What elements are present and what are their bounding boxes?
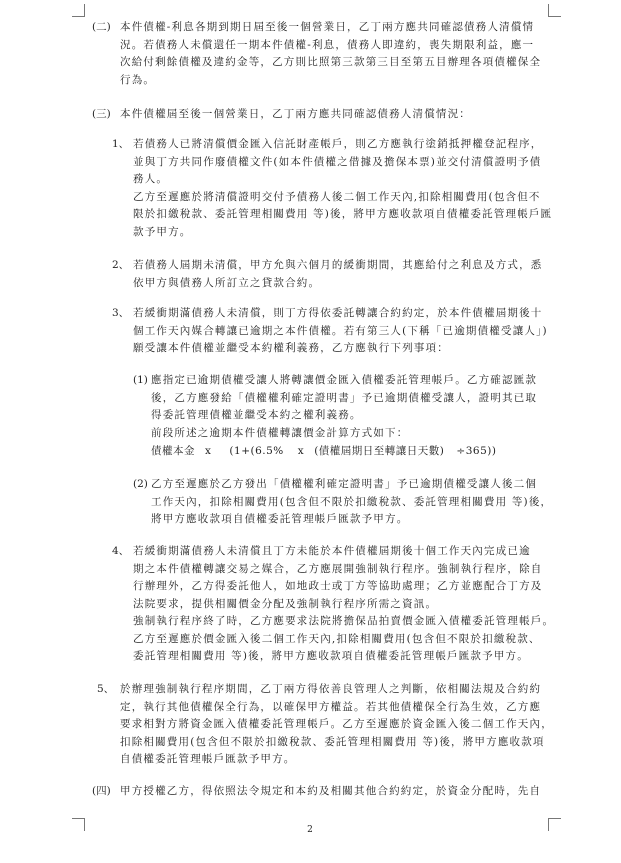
paragraph-line: 況。若債務人未償還任一期本件債權-利息，債務人即違約，喪失期限利益，應一 — [120, 38, 535, 51]
paragraph-line: 次給付剩餘債權及違約金等，乙方則比照第三款第三目至第五目辦理各項債權保全 — [120, 56, 542, 68]
item-1-paragraph — [133, 136, 552, 241]
item-5-marker: 5、 — [97, 683, 115, 695]
crop-mark-bottom-right — [548, 818, 561, 831]
paragraph-line: 於辦理強制執行程序期間，乙丁兩方得依善良管理人之判斷，依相關法規及合約約 — [120, 683, 542, 695]
item-3-marker: 3、 — [112, 307, 130, 319]
paragraph-line: 個工作天內媒合轉讓已逾期之本件債權。若有第三人(下稱「已逾期債權受讓人」) — [133, 324, 548, 337]
paragraph-line: 行辦理外，乙方得委託他人，如地政士或丁方等協助處理；乙方並應配合丁方及 — [133, 580, 543, 592]
item-3-paragraph — [133, 305, 548, 358]
paragraph-line: 乙方至遲應於價金匯入後二個工作天內,扣除相關費用(包含但不限於扣繳稅款、 — [133, 632, 541, 645]
price-formula — [151, 443, 496, 461]
item-2-paragraph — [133, 257, 543, 292]
section-2-paragraph — [120, 19, 541, 89]
paragraph-line: 得委託管理債權並繼受本約之權利義務。 — [151, 409, 362, 421]
section-4-paragraph — [120, 783, 541, 801]
section-3-paragraph — [120, 106, 471, 124]
paragraph-line: 強制執行程序終了時，乙方應要求法院將擔保品拍賣價金匯入債權委託管理帳戶。 — [133, 615, 555, 627]
paragraph-line: 款予甲方。 — [133, 225, 192, 238]
paragraph-line: 定，執行其他債權保全行為，以確保甲方權益。若其他債權保全行為生效，乙方應 — [120, 700, 542, 713]
crop-mark-top-right — [548, 4, 561, 17]
item-1-marker: 1、 — [112, 138, 130, 150]
paragraph-line: 限於扣繳稅款、委託管理相關費用 等)後，將甲方應收款項自債權委託管理帳戶匯 — [133, 208, 553, 220]
paragraph-line: 期之本件債權轉讓交易之媒合，乙方應展開強制執行程序。強制執行程序，除自 — [133, 562, 543, 575]
section-3-marker: (三) — [92, 108, 111, 120]
paragraph-line: 自債權委託管理帳戶匯款予甲方。 — [120, 753, 296, 765]
paragraph-line: 若緩衝期滿債務人未清償且丁方未能於本件債權屆期後十個工作天內完成已逾 — [133, 545, 531, 557]
paragraph-line: 行為。 — [120, 73, 156, 86]
paragraph-line: 願受讓本件債權並繼受本約權利義務，乙方應執行下列事項： — [133, 342, 449, 354]
item-4-paragraph — [133, 543, 554, 666]
item-5-paragraph — [120, 681, 553, 769]
formula-rate: (1+(6.5% — [229, 445, 284, 457]
section-2-marker: (二) — [92, 21, 111, 33]
crop-mark-bottom-left — [72, 818, 85, 831]
paragraph-line: 工作天內，扣除相關費用(包含但不限於扣繳稅款、委託管理相關費用 等)後， — [151, 495, 553, 508]
paragraph-line: 務人。 — [133, 173, 169, 185]
paragraph-line: 並與丁方共同作廢債權文件(如本件債權之借據及擔保本票)並交付清償證明予債 — [133, 155, 542, 168]
paragraph-line: 甲方授權乙方，得依照法令規定和本約及相關其他合約約定，於資金分配時，先自 — [120, 785, 542, 797]
item-2-marker: 2、 — [112, 259, 130, 271]
paragraph-line: 若債務人屆期未清償，甲方允與六個月的緩衝期間，其應給付之利息及方式，悉 — [133, 259, 543, 271]
paragraph-line: 要求相對方將資金匯入債權委託管理帳戶。乙方至遲應於資金匯入後二個工作天內， — [120, 718, 553, 730]
crop-mark-top-left — [72, 4, 85, 17]
subitem-2-paragraph — [151, 476, 552, 529]
subitem-1-paragraph — [151, 372, 537, 442]
paragraph-line: 乙方至遲應於乙方發出「債權權利確定證明書」予已逾期債權受讓人後二個 — [151, 478, 538, 490]
section-4-marker: (四) — [92, 785, 111, 797]
paragraph-line: 若緩衝期滿債務人未清償，則丁方得依委託轉讓合約約定，於本件債權屆期後十 — [133, 307, 543, 319]
paragraph-line: 本件債權屆至後一個營業日，乙丁兩方應共同確認債務人清償情況： — [120, 108, 471, 120]
paragraph-line: 法院要求，提供相關價金分配及強制執行程序所需之資訊。 — [133, 597, 438, 610]
formula-multiply: x — [205, 445, 212, 457]
formula-tail: ÷365)) — [456, 445, 497, 457]
paragraph-line: 依甲方與債務人所訂立之貸款合約。 — [133, 276, 321, 289]
formula-multiply: x — [297, 445, 305, 457]
paragraph-line: 將甲方應收款項自債權委託管理帳戶匯款予甲方。 — [151, 513, 409, 525]
paragraph-line: 若債務人已將清償價金匯入信託財產帳戶，則乙方應執行塗銷抵押權登記程序， — [133, 138, 543, 150]
paragraph-line: 前段所述之逾期本件債權轉讓價金計算方式如下： — [151, 426, 409, 439]
subitem-1-marker: (1) — [133, 374, 148, 386]
paragraph-line: 乙方至遲應於將清償證明交付予債務人後二個工作天內,扣除相關費用(包含但不 — [133, 190, 541, 203]
paragraph-line: 應指定已逾期債權受讓人將轉讓價金匯入債權委託管理帳戶。乙方確認匯款 — [151, 374, 538, 386]
page-number: 2 — [307, 825, 313, 835]
formula-days: (債權屆期日至轉讓日天數) — [314, 445, 445, 457]
paragraph-line: 扣除相關費用(包含但不限於扣繳稅款、委託管理相關費用 等)後，將甲方應收款項 — [120, 735, 545, 748]
paragraph-line: 後，乙方應發給「債權權利確定證明書」予已逾期債權受讓人，證明其已取 — [151, 391, 538, 404]
paragraph-line: 本件債權-利息各期到期日屆至後一個營業日，乙丁兩方應共同確認債務人清償情 — [120, 21, 535, 33]
paragraph-line: 委託管理相關費用 等)後，將甲方應收款項自債權委託管理帳戶匯款予甲方。 — [133, 650, 529, 662]
subitem-2-marker: (2) — [133, 478, 148, 490]
formula-principal: 債權本金 — [151, 445, 195, 457]
item-4-marker: 4、 — [112, 545, 130, 557]
